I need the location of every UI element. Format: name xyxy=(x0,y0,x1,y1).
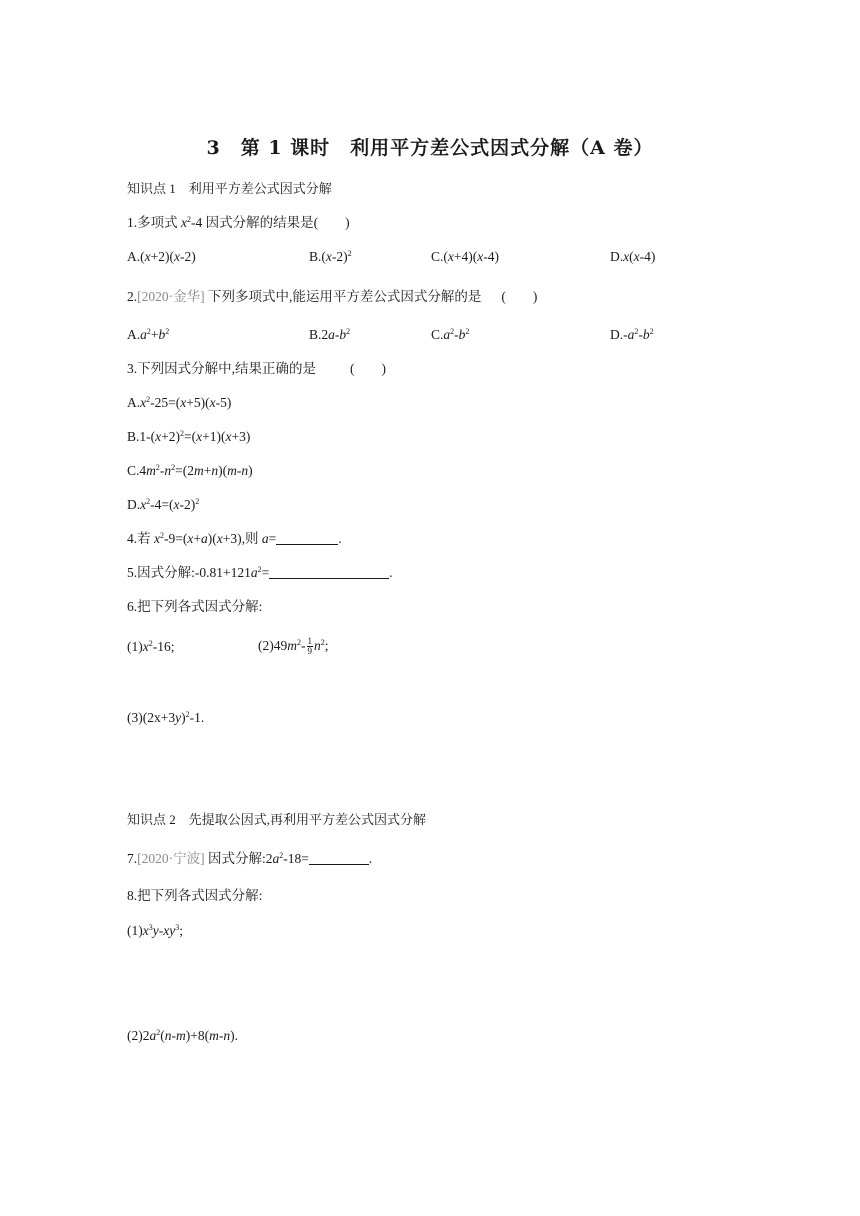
answer-blank[interactable] xyxy=(276,532,338,545)
question-6-part-3: $(3)(2x+3y)^2-1$. xyxy=(127,710,205,725)
source-tag: [2020·金华] xyxy=(137,289,205,304)
question-1: 1.多项式 $x^2-4$ 因式分解的结果是( ) xyxy=(127,215,350,230)
question-3-option-c: $C.4m^2-n^2=(2m+n)(m-n)$ xyxy=(127,463,253,478)
question-1-option-a: A.(x+2)(x-2) xyxy=(127,249,196,264)
fraction-one-ninth: $\frac{1}{9}$ xyxy=(307,636,312,657)
question-1-option-c: C.(x+4)(x-4) xyxy=(431,249,499,264)
question-6: 6.把下列各式因式分解: xyxy=(127,599,263,614)
question-8-part-1: $(1)x^3y-xy^3$; xyxy=(127,923,183,938)
question-2-option-c: $C.a^2-b^2$ xyxy=(431,327,470,342)
question-3-option-d: $D.x^2-4=(x-2)^2$ xyxy=(127,497,200,512)
question-2: 2.[2020·金华] 下列多项式中,能运用平方差公式因式分解的是 ( ) xyxy=(127,289,538,304)
knowledge-point-1-heading: 知识点 1 利用平方差公式因式分解 xyxy=(127,181,332,196)
question-8: 8.把下列各式因式分解: xyxy=(127,888,263,903)
question-5: 5.因式分解$:-0.81+121a^2=$ . xyxy=(127,565,393,580)
knowledge-point-2-heading: 知识点 2 先提取公因式,再利用平方差公式因式分解 xyxy=(127,812,427,827)
answer-blank[interactable] xyxy=(269,566,389,579)
question-2-option-b: $B.2a-b^2$ xyxy=(309,327,351,342)
question-1-option-d: D.x(x-4) xyxy=(610,249,656,264)
page-title: 3 第 1 课时 利用平方差公式因式分解（A 卷） xyxy=(206,137,654,159)
question-8-part-2: $(2)2a^2(n-m)+8(m-n)$. xyxy=(127,1028,238,1043)
question-7: 7.[2020·宁波] 因式分解$:2a^2-18=$ . xyxy=(127,851,373,866)
question-2-option-d: $D.-a^2-b^2$ xyxy=(610,327,654,342)
question-2-option-a: $A.a^2+b^2$ xyxy=(127,327,170,342)
question-4: 4.若 $x^2-9=(x+a)(x+3)$,则 a= . xyxy=(127,531,342,546)
answer-blank[interactable] xyxy=(309,852,369,865)
question-1-option-b: $B.(x-2)^2$ xyxy=(309,249,352,264)
question-6-part-1: $(1)x^2-16$; xyxy=(127,639,175,654)
source-tag: [2020·宁波] xyxy=(137,851,205,866)
question-3-option-b: $B.1-(x+2)^2=(x+1)(x+3)$ xyxy=(127,429,251,444)
question-6-part-2: $(2)49m^2-$ $\frac{1}{9}$ $n^2$; xyxy=(258,636,329,657)
question-3-option-a: $A.x^2-25=(x+5)(x-5)$ xyxy=(127,395,232,410)
question-3: 3.下列因式分解中,结果正确的是 ( ) xyxy=(127,361,386,376)
